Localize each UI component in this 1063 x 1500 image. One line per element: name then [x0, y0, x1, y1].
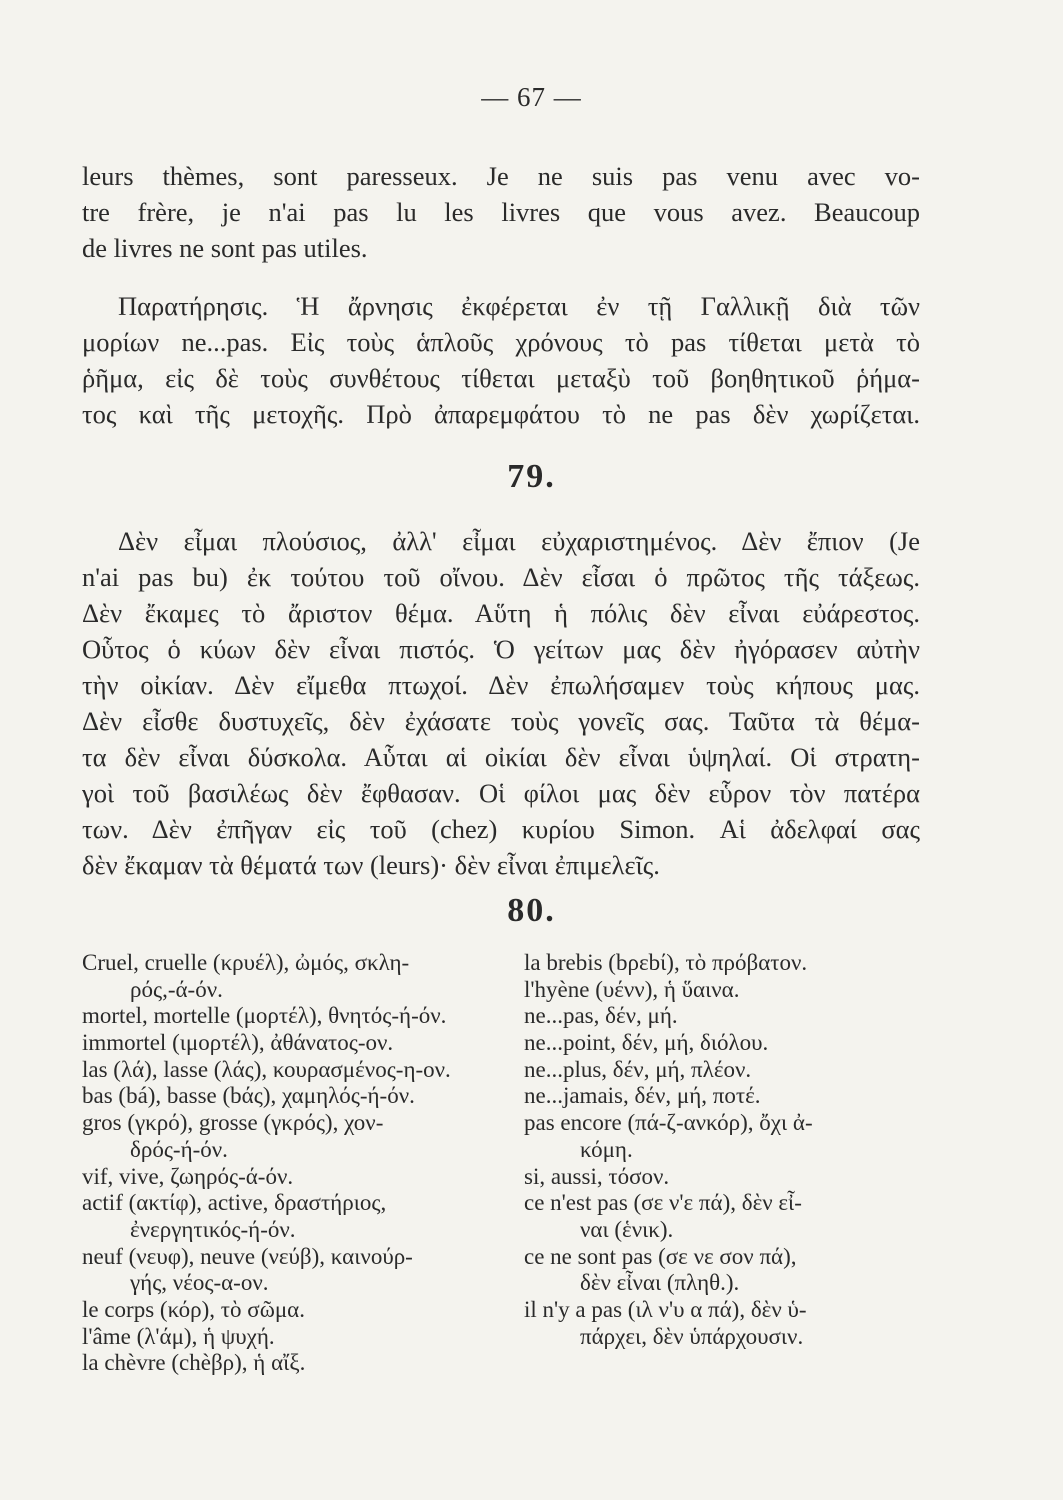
vocab-line: l'âme (λ'άμ), ἡ ψυχή. [82, 1323, 275, 1349]
vocab-line: ne...pas, δέν, μή. [524, 1003, 678, 1029]
text-line: leurs thèmes, sont paresseux. Je ne suis pas venu avec vo- [82, 161, 920, 191]
vocab-line: Cruel, cruelle (κρυέλ), ὠμός, σκλη- [82, 950, 410, 975]
vocab-line: bas (bá), basse (bάς), χαμηλός-ή-όν. [82, 1083, 415, 1109]
vocab-line: le corps (κόρ), τὸ σῶμα. [82, 1296, 305, 1322]
vocab-line: κόμη. [580, 1136, 633, 1162]
vocab-line: immortel (ιμορτέλ), ἀθάνατος-ον. [82, 1030, 394, 1056]
text-line: γοὶ τοῦ βασιλέως δὲν ἔφθασαν. Οἱ φίλοι μας δὲν εὗρον τὸν πατέρα [82, 778, 920, 808]
text-line: μορίων ne...pas. Εἰς τοὺς ἁπλοῦς χρόνους τὸ pas τίθεται μετὰ τὸ [82, 327, 920, 357]
text-line: τὴν οἰκίαν. Δὲν εἴμεθα πτωχοί. Δὲν ἐπωλήσαμεν τοὺς κήπους μας. [82, 670, 920, 700]
vocab-line: πάρχει, δὲν ὑπάρχουσιν. [580, 1323, 804, 1349]
french-exercise-ending [82, 158, 920, 266]
vocab-line: ἐνεργητικός-ή-όν. [130, 1216, 296, 1242]
section-number-79: 79. [507, 458, 556, 495]
vocab-line: ρός,-ά-όν. [130, 976, 223, 1002]
section-number-80: 80. [507, 892, 556, 929]
exercise-79 [82, 523, 920, 883]
vocab-line: l'hyène (υένν), ἡ ὕαινα. [524, 976, 740, 1002]
grammar-remark [82, 288, 920, 432]
text-line: Δὲν εἶσθε δυστυχεῖς, δὲν ἐχάσατε τοὺς γονεῖς σας. Ταῦτα τὰ θέμα- [82, 706, 920, 736]
vocab-line: ne...point, δέν, μή, διόλου. [524, 1030, 769, 1056]
text-line: de livres ne sont pas utiles. [82, 233, 368, 263]
vocab-line: γής, νέος-α-ον. [130, 1270, 269, 1296]
vocabulary-left-column [82, 950, 512, 1377]
vocab-line: las (λά), lasse (λάς), κουρασμένος-η-ον. [82, 1056, 451, 1082]
text-line: Δὲν ἔκαμες τὸ ἄριστον θέμα. Αὕτη ἡ πόλις δὲν εἶναι εὐάρεστος. [82, 598, 920, 628]
vocab-line: mortel, mortelle (μορτέλ), θνητός-ή-όν. [82, 1003, 447, 1029]
text-line: τα δὲν εἶναι δύσκολα. Αὗται αἱ οἰκίαι δὲν εἶναι ὑψηλαί. Οἱ στρατη- [82, 742, 920, 772]
text-line: tre frère, je n'ai pas lu les livres que vous avez. Beaucoup [82, 197, 920, 227]
vocab-line: si, aussi, τόσον. [524, 1163, 670, 1189]
text-line: Παρατήρησις. Ἡ ἄρνησις ἐκφέρεται ἐν τῇ Γαλλικῇ διὰ τῶν [118, 291, 920, 321]
text-line: των. Δὲν ἐπῆγαν εἰς τοῦ (chez) κυρίου Simon. Αἱ ἀδελφαί σας [82, 814, 920, 844]
vocab-line: neuf (νευφ), neuve (νεύβ), καινούρ- [82, 1243, 413, 1269]
vocab-line: ne...jamais, δέν, μή, ποτέ. [524, 1083, 761, 1109]
vocab-line: gros (γκρό), grosse (γκρός), χον- [82, 1110, 384, 1136]
vocab-line: la brebis (bρεbί), τὸ πρόβατον. [524, 950, 808, 975]
vocab-line: ce n'est pas (σε ν'ε πά), δὲν εἶ- [524, 1190, 802, 1216]
vocab-line: δρός-ή-όν. [130, 1136, 228, 1162]
vocab-line: pas encore (πά-ζ-ανκόρ), ὄχι ἀ- [524, 1110, 813, 1136]
vocab-line: la chèvre (chèβρ), ἡ αἴξ. [82, 1350, 306, 1376]
text-line: τος καὶ τῆς μετοχῆς. Πρὸ ἀπαρεμφάτου τὸ ne pas δὲν χωρίζεται. [82, 399, 920, 429]
vocab-line: ce ne sont pas (σε νε σον πά), [524, 1243, 797, 1269]
text-line: Δὲν εἶμαι πλούσιος, ἀλλ' εἶμαι εὐχαριστημένος. Δὲν ἔπιον (Je [118, 526, 920, 556]
text-line: ῥῆμα, εἰς δὲ τοὺς συνθέτους τίθεται μεταξὺ τοῦ βοηθητικοῦ ῥήμα- [82, 363, 920, 393]
vocab-line: ναι (ἑνικ). [580, 1216, 674, 1242]
vocabulary-right-column [524, 950, 924, 1350]
vocab-line: δὲν εἶναι (πληθ.). [580, 1270, 740, 1296]
vocab-line: actif (ακτίφ), active, δραστήριος, [82, 1190, 387, 1216]
text-line: Οὗτος ὁ κύων δὲν εἶναι πιστός. Ὁ γείτων μας δὲν ἠγόρασεν αὐτὴν [82, 634, 920, 664]
text-line: δὲν ἔκαμαν τὰ θέματά των (leurs)· δὲν εἶναι ἐπιμελεῖς. [82, 850, 660, 880]
text-line: n'ai pas bu) ἐκ τούτου τοῦ οἴνου. Δὲν εἶσαι ὁ πρῶτος τῆς τάξεως. [82, 562, 920, 592]
vocab-line: vif, vive, ζωηρός-ά-όν. [82, 1163, 294, 1189]
vocab-line: ne...plus, δέν, μή, πλέον. [524, 1056, 752, 1082]
vocab-line: il n'y a pas (ιλ ν'υ α πά), δὲν ὑ- [524, 1296, 807, 1322]
page-number: — 67 — [481, 82, 582, 112]
